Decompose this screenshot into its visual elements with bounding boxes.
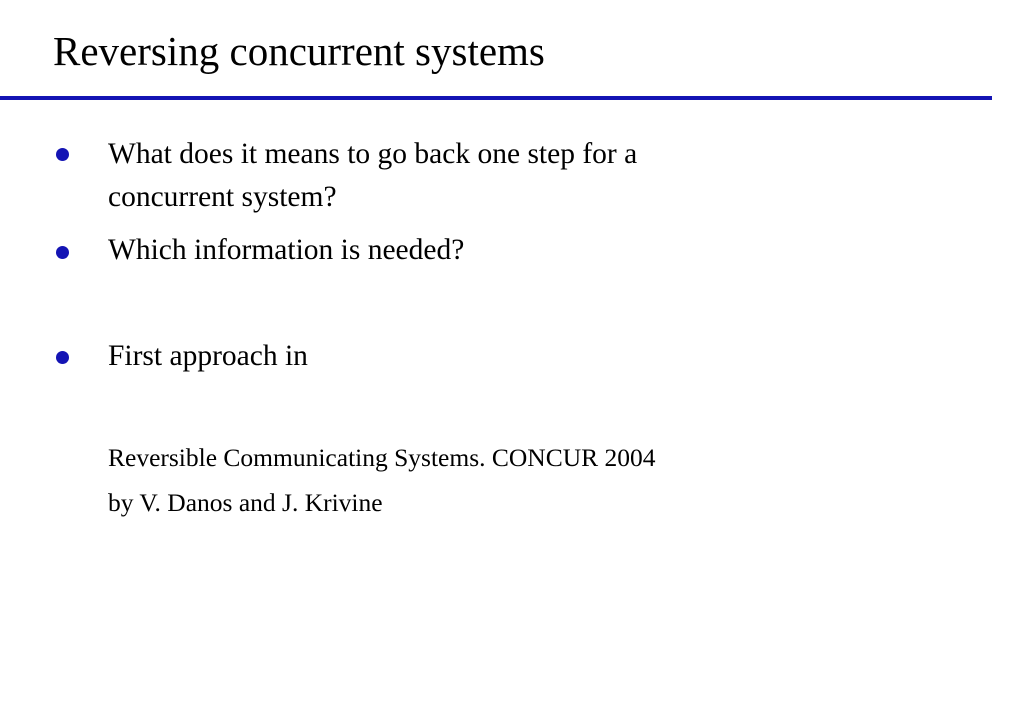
slide-title: Reversing concurrent systems xyxy=(53,28,545,74)
bullet-text: What does it means to go back one step for a xyxy=(108,138,638,170)
title-divider xyxy=(0,96,992,100)
reference-title: Reversible Communicating Systems. CONCUR 2004 xyxy=(108,443,656,472)
bullet-text-continuation: concurrent system? xyxy=(108,181,337,213)
bullet-dot-icon xyxy=(56,148,69,161)
bullet-dot-icon xyxy=(56,246,69,259)
reference-authors: by V. Danos and J. Krivine xyxy=(108,488,383,517)
bullet-text: Which information is needed? xyxy=(108,234,465,266)
bullet-text: First approach in xyxy=(108,340,308,372)
bullet-dot-icon xyxy=(56,351,69,364)
